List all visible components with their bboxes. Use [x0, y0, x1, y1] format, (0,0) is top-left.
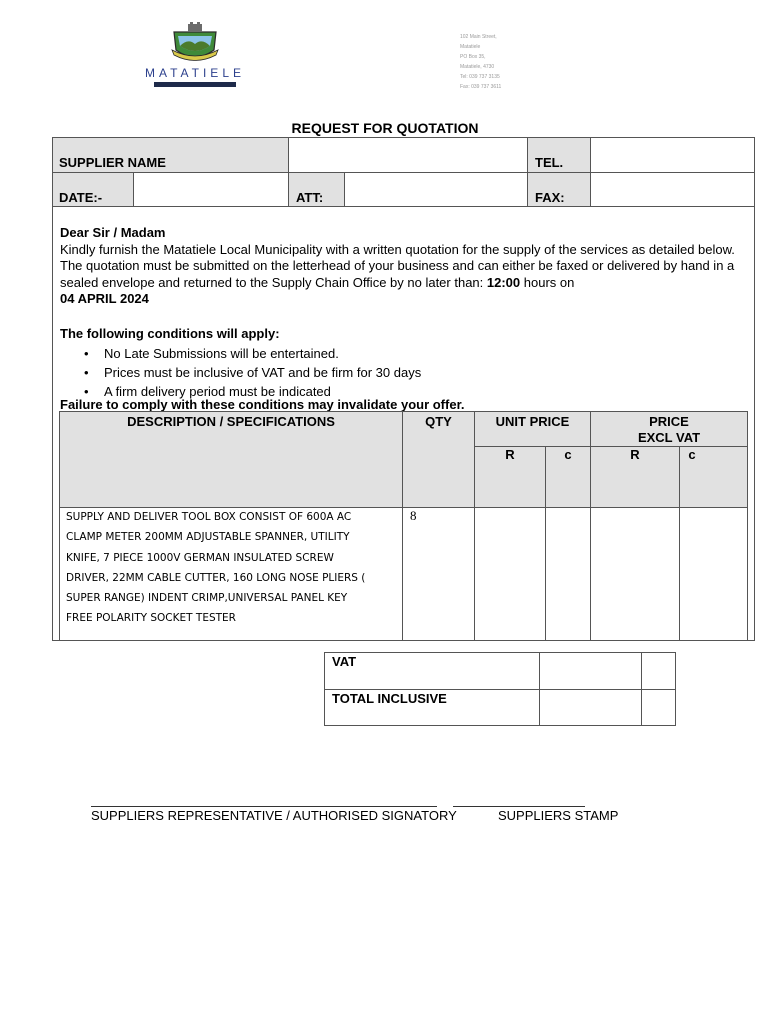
- divider: [474, 411, 475, 640]
- att-field[interactable]: [346, 173, 526, 205]
- divider: [324, 689, 676, 690]
- address-block: [460, 32, 501, 92]
- total-c-field[interactable]: [643, 691, 675, 725]
- col-price: [591, 414, 747, 446]
- description-line: SUPER RANGE) INDENT CRIMP,UNIVERSAL PANEL KEY: [66, 592, 348, 605]
- col-unit-price: UNIT PRICE: [495, 414, 570, 429]
- col-price-line1: PRICE: [649, 414, 689, 429]
- total-r-field[interactable]: [541, 691, 640, 725]
- col-qty: QTY: [425, 414, 452, 429]
- divider: [641, 652, 642, 726]
- total-inclusive-label: TOTAL INCLUSIVE: [332, 691, 447, 706]
- salutation: Dear Sir / Madam: [60, 225, 166, 240]
- supplier-name-label: SUPPLIER NAME: [59, 155, 166, 170]
- tel-field[interactable]: [592, 139, 754, 171]
- unit-price-r: R: [505, 447, 515, 462]
- price-c: c: [688, 447, 696, 462]
- page-title: REQUEST FOR QUOTATION: [291, 120, 479, 136]
- divider: [52, 206, 755, 207]
- divider: [59, 411, 748, 412]
- hours-text: hours on: [520, 274, 575, 290]
- table-row-qty: 8: [410, 508, 417, 523]
- vat-r-field[interactable]: [541, 654, 640, 688]
- address-line: PO Box 35,: [460, 54, 486, 60]
- deadline-date: 04 APRIL 2024: [60, 291, 149, 306]
- logo-banner: [154, 82, 236, 87]
- price-c-field[interactable]: [681, 509, 746, 639]
- divider: [545, 446, 546, 640]
- unit-price-r-field[interactable]: [476, 509, 544, 639]
- list-item: • Prices must be inclusive of VAT and be firm for 30 days: [80, 363, 752, 382]
- list-item: • No Late Submissions will be entertained.: [80, 344, 752, 363]
- description-line: SUPPLY AND DELIVER TOOL BOX CONSIST OF 600A AC: [66, 511, 352, 523]
- price-r: R: [630, 447, 640, 462]
- date-label: DATE:-: [59, 190, 103, 205]
- signatory-line[interactable]: [91, 806, 437, 807]
- date-field[interactable]: [135, 173, 287, 205]
- letter-text: Kindly furnish the Matatiele Local Municipality with a written quotation for the supply of the services as detailed below. The quotation must be submitted on the letterhead of your business and can either be faxed or delivered by hand in a sealed envelope and returned to the Supply Chain Office by no later than:: [60, 241, 735, 290]
- description-line: CLAMP METER 200MM ADJUSTABLE SPANNER, UTILITY: [66, 531, 350, 544]
- vat-label: VAT: [332, 654, 357, 669]
- price-r-field[interactable]: [592, 509, 678, 639]
- fax-field[interactable]: [592, 173, 754, 205]
- divider: [590, 137, 591, 206]
- conditions-list: [80, 344, 752, 401]
- divider: [527, 137, 528, 206]
- description-line: DRIVER, 22MM CABLE CUTTER, 160 LONG NOSE PLIERS (: [66, 571, 366, 584]
- divider: [539, 652, 540, 726]
- col-description: DESCRIPTION / SPECIFICATIONS: [127, 414, 335, 429]
- divider: [133, 172, 134, 206]
- divider: [59, 411, 60, 640]
- conditions-heading: The following conditions will apply:: [60, 326, 280, 341]
- divider: [344, 172, 345, 206]
- table-row-description: [66, 507, 401, 629]
- municipality-logo: [130, 22, 260, 88]
- divider: [288, 137, 289, 172]
- divider: [679, 446, 680, 640]
- att-label: ATT:: [296, 190, 324, 205]
- crest-icon: [170, 22, 220, 64]
- address-line: Matatiele: [460, 44, 481, 50]
- fax-label: FAX:: [535, 190, 565, 205]
- logo-text: MATATIELE: [144, 66, 245, 80]
- letter-paragraph: [60, 242, 752, 292]
- divider: [747, 411, 748, 640]
- address-line: Matatiele, 4730: [460, 64, 495, 70]
- stamp-label: SUPPLIERS STAMP: [498, 808, 619, 823]
- letter-body: [60, 225, 752, 308]
- vat-c-field[interactable]: [643, 654, 675, 688]
- stamp-line[interactable]: [453, 806, 585, 807]
- address-line: Fax: 039 737 3611: [460, 84, 502, 90]
- divider: [288, 172, 289, 206]
- tel-label: TEL.: [535, 155, 564, 170]
- address-line: Tel: 039 737 3135: [460, 74, 500, 80]
- supplier-name-field[interactable]: [290, 139, 526, 171]
- unit-price-c-field[interactable]: [547, 509, 589, 639]
- conditions: [60, 325, 752, 401]
- address-line: 102 Main Street,: [460, 34, 497, 40]
- divider: [402, 411, 403, 640]
- unit-price-c: c: [564, 447, 572, 462]
- signatory-label: SUPPLIERS REPRESENTATIVE / AUTHORISED SIGNATORY: [91, 808, 457, 823]
- list-item: • A firm delivery period must be indicated: [80, 382, 752, 401]
- conditions-warning: Failure to comply with these conditions may invalidate your offer.: [60, 397, 465, 412]
- col-price-line2: EXCL VAT: [637, 430, 701, 445]
- description-line: FREE POLARITY SOCKET TESTER: [66, 612, 236, 625]
- description-line: KNIFE, 7 PIECE 1000V GERMAN INSULATED SCREW: [66, 551, 334, 564]
- deadline-time: 12:00: [486, 274, 521, 290]
